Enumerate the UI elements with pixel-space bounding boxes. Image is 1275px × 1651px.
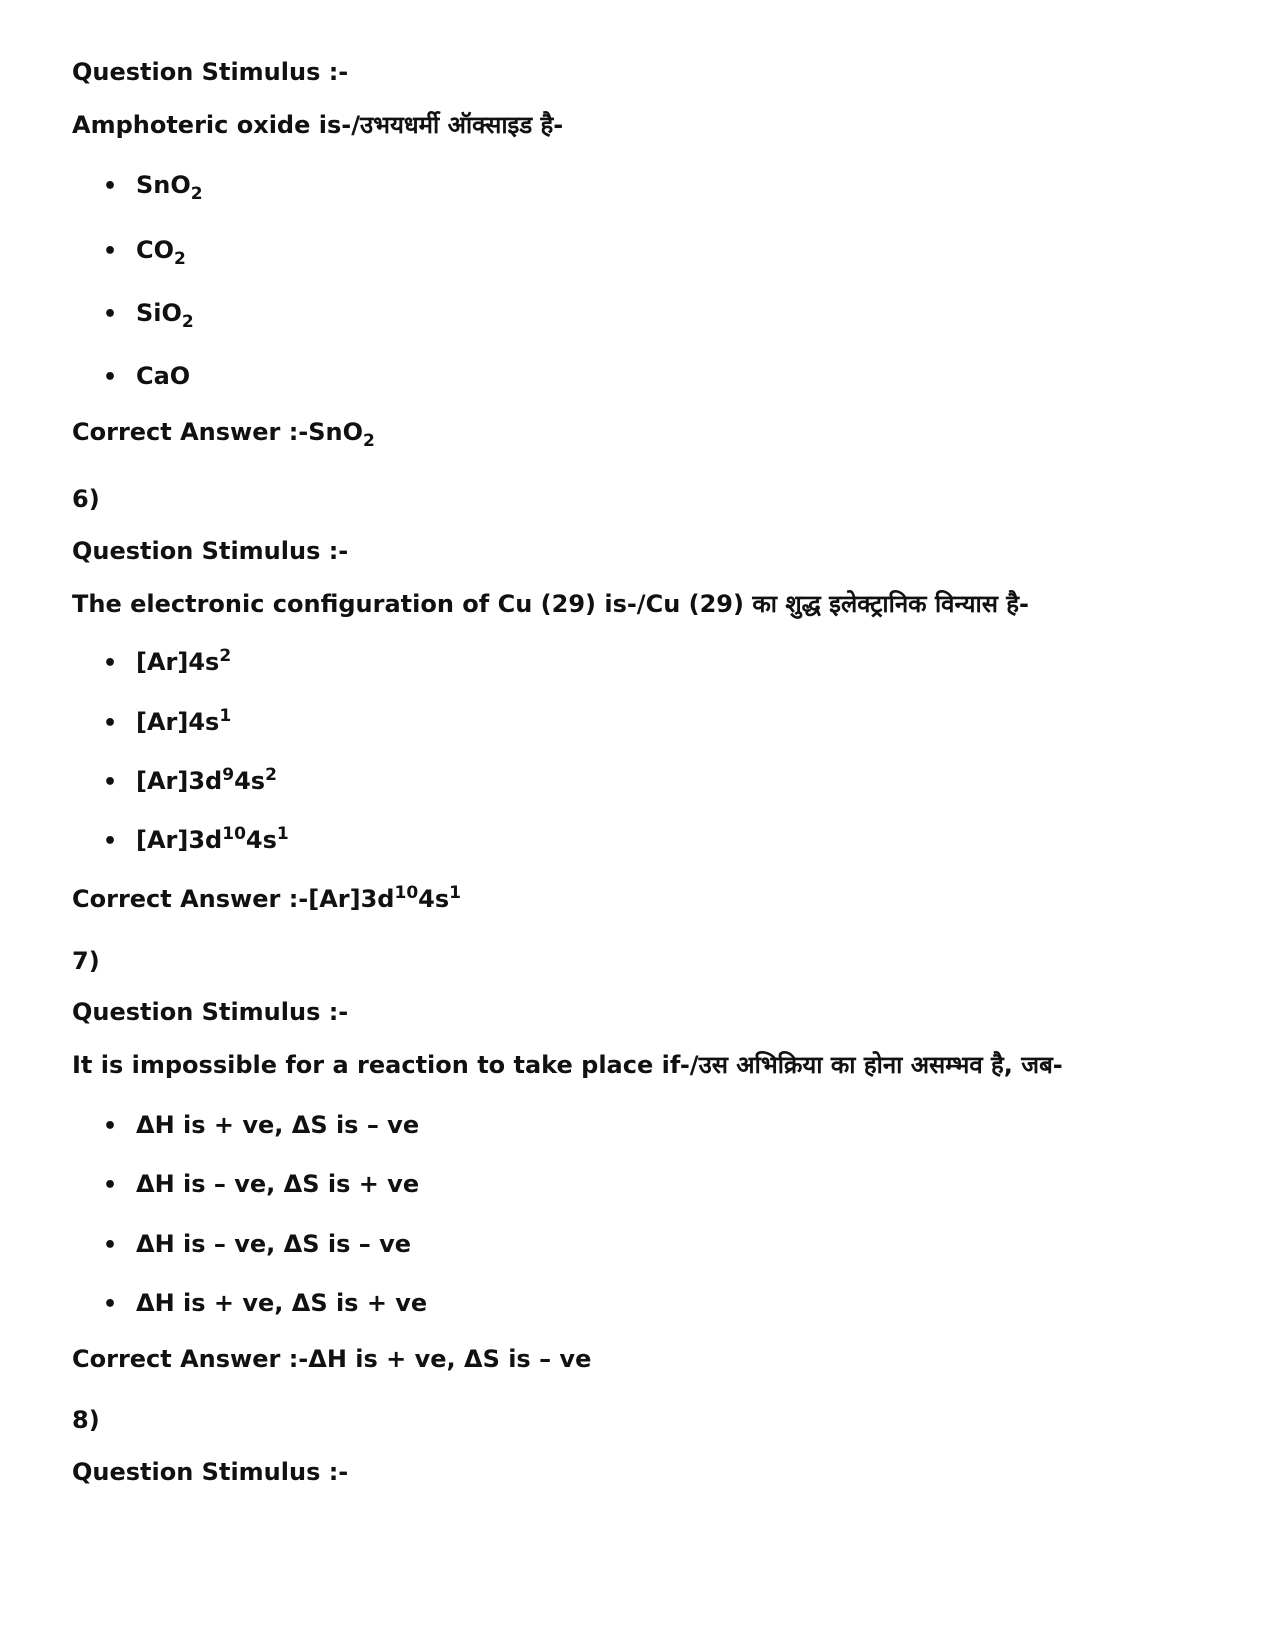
answer-label: Correct Answer :- (72, 885, 309, 913)
option-item (103, 360, 190, 394)
option-item (103, 169, 203, 203)
option-item (103, 1228, 411, 1262)
correct-answer (72, 1343, 591, 1375)
option-item (103, 1287, 427, 1321)
bullet-icon: • (103, 1173, 118, 1198)
question-text: Amphoteric oxide is-/उभयधर्मी ऑक्साइड है- (72, 111, 564, 139)
option-item (103, 706, 231, 740)
question-stimulus-label: Question Stimulus :- (72, 1458, 349, 1486)
correct-answer (72, 883, 461, 915)
option-superscript: 2 (219, 646, 232, 666)
question-number: 8) (72, 1406, 100, 1434)
question-number: 6) (72, 485, 100, 513)
option-item (103, 646, 231, 680)
question-text: The electronic configuration of Cu (29) is-/Cu (29) का शुद्ध इलेक्ट्रानिक विन्यास है- (72, 590, 1030, 618)
option-subscript: 2 (190, 184, 203, 204)
option-subscript: 2 (181, 312, 194, 332)
answer-superscript: 10 (394, 883, 419, 903)
question-number: 7) (72, 947, 100, 975)
answer-label: Correct Answer :- (72, 1345, 309, 1373)
option-subscript: 2 (174, 249, 186, 269)
option-item (103, 765, 277, 799)
option-item (103, 1109, 419, 1143)
correct-answer (72, 416, 375, 451)
bullet-icon: • (103, 239, 118, 264)
answer-text: ΔH is + ve, ΔS is – ve (308, 1345, 592, 1373)
bullet-icon: • (103, 651, 118, 676)
bullet-icon: • (103, 174, 118, 199)
option-item (103, 234, 186, 268)
option-text: ΔH is + ve, ΔS is – ve (136, 1111, 420, 1139)
question-stimulus-label: Question Stimulus :- (72, 58, 349, 86)
option-superscript: 1 (276, 824, 289, 844)
option-text: 4s (234, 767, 266, 795)
bullet-icon: • (103, 711, 118, 736)
question-stimulus-label: Question Stimulus :- (72, 998, 349, 1026)
option-item (103, 824, 289, 858)
option-text: CaO (136, 362, 191, 390)
answer-label: Correct Answer :- (72, 418, 309, 446)
answer-subscript: 2 (363, 431, 375, 451)
bullet-icon: • (103, 770, 118, 795)
option-text: [Ar]3d (136, 826, 223, 854)
option-text: ΔH is + ve, ΔS is + ve (136, 1289, 428, 1317)
option-text: 4s (245, 826, 277, 854)
question-stimulus-label: Question Stimulus :- (72, 537, 349, 565)
option-item (103, 297, 194, 331)
option-item (103, 1168, 419, 1202)
option-text: ΔH is – ve, ΔS is – ve (136, 1230, 411, 1258)
bullet-icon: • (103, 1233, 118, 1258)
option-superscript: 2 (265, 765, 277, 785)
bullet-icon: • (103, 1114, 118, 1139)
bullet-icon: • (103, 302, 118, 327)
option-superscript: 9 (222, 765, 235, 785)
option-text: SiO (136, 299, 182, 327)
option-text: [Ar]4s (136, 708, 220, 736)
bullet-icon: • (103, 365, 118, 390)
option-text: SnO (136, 171, 191, 199)
option-text: [Ar]4s (136, 648, 220, 676)
option-text: [Ar]3d (136, 767, 223, 795)
option-text: ΔH is – ve, ΔS is + ve (136, 1170, 420, 1198)
option-superscript: 10 (222, 824, 246, 844)
bullet-icon: • (103, 829, 118, 854)
question-text: It is impossible for a reaction to take place if-/उस अभिक्रिया का होना असम्भव है, जब- (72, 1051, 1063, 1079)
option-superscript: 1 (219, 706, 232, 726)
answer-text: SnO (308, 418, 364, 446)
answer-superscript: 1 (449, 883, 461, 903)
bullet-icon: • (103, 1292, 118, 1317)
answer-text: [Ar]3d (308, 885, 395, 913)
answer-text: 4s (418, 885, 450, 913)
option-text: CO (136, 236, 175, 264)
